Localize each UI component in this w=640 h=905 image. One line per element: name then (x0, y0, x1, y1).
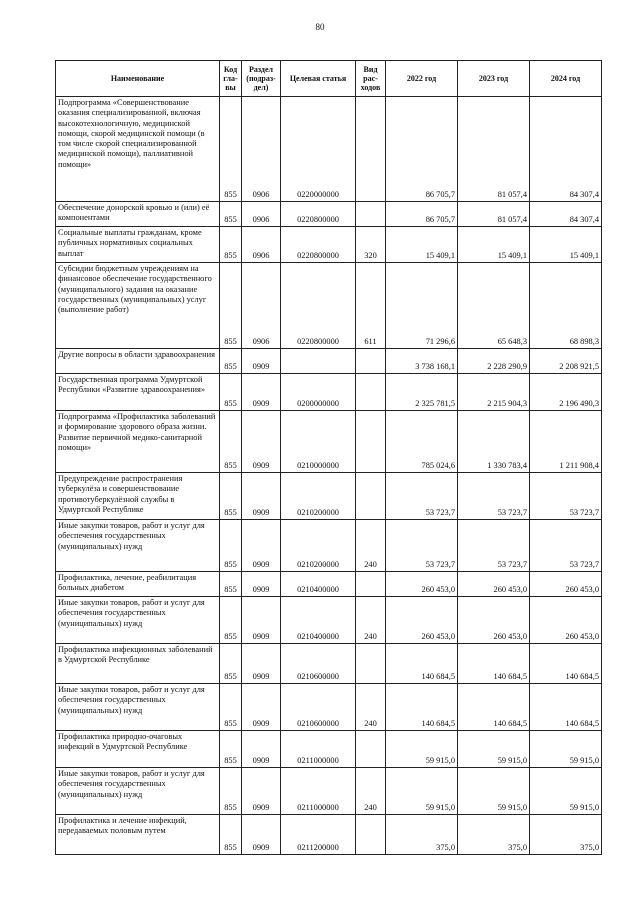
row-name: Профилактика и лечение инфекций, передаваемых половым путем (56, 815, 220, 855)
table-row (56, 411, 602, 473)
row-type (356, 473, 386, 520)
table-row (56, 731, 602, 768)
table-row (56, 473, 602, 520)
row-2023: 59 915,0 (458, 731, 530, 768)
row-type: 240 (356, 597, 386, 644)
row-section: 0909 (242, 684, 281, 731)
row-name: Подпрограмма «Совершенствование оказания специализированной, включая высокотехнологичную, медицинской помощи, скорой медицинской помощи (в том числе скорой специализированной медицинской помощи), паллиативной помощи» (56, 97, 220, 202)
row-type: 320 (356, 227, 386, 263)
row-2023: 15 409,1 (458, 227, 530, 263)
row-2024: 1 211 908,4 (530, 411, 602, 473)
row-2022: 15 409,1 (386, 227, 458, 263)
row-name: Иные закупки товаров, работ и услуг для обеспечения государственных (муниципальных) нужд (56, 597, 220, 644)
row-target: 0211200000 (281, 815, 356, 855)
table-row (56, 815, 602, 855)
row-2022: 53 723,7 (386, 520, 458, 572)
row-2023: 81 057,4 (458, 202, 530, 227)
row-target: 0210400000 (281, 572, 356, 597)
table-row (56, 227, 602, 263)
header-target: Целевая статья (281, 61, 356, 97)
row-name: Иные закупки товаров, работ и услуг для обеспечения государственных (муниципальных) нужд (56, 520, 220, 572)
row-2022: 2 325 781,5 (386, 374, 458, 411)
row-type: 240 (356, 520, 386, 572)
header-row (56, 61, 602, 97)
row-2022: 3 738 168,1 (386, 349, 458, 374)
table-row (56, 520, 602, 572)
row-2022: 375,0 (386, 815, 458, 855)
row-name: Другие вопросы в области здравоохранения (56, 349, 220, 374)
row-2022: 71 296,6 (386, 263, 458, 349)
row-target: 0200000000 (281, 374, 356, 411)
table-row (56, 768, 602, 815)
row-2023: 140 684,5 (458, 644, 530, 684)
row-section: 0909 (242, 572, 281, 597)
row-type: 611 (356, 263, 386, 349)
row-2024: 15 409,1 (530, 227, 602, 263)
row-target: 0220800000 (281, 263, 356, 349)
row-2024: 84 307,4 (530, 202, 602, 227)
row-name: Подпрограмма «Профилактика заболеваний и формирование здорового образа жизни. Развитие первичной медико-санитарной помощи» (56, 411, 220, 473)
row-2024: 140 684,5 (530, 644, 602, 684)
row-name: Иные закупки товаров, работ и услуг для обеспечения государственных (муниципальных) нужд (56, 768, 220, 815)
row-target: 0220800000 (281, 227, 356, 263)
row-name: Профилактика инфекционных заболеваний в Удмуртской Республике (56, 644, 220, 684)
row-type (356, 644, 386, 684)
row-type (356, 815, 386, 855)
row-target: 0210600000 (281, 644, 356, 684)
row-type (356, 572, 386, 597)
row-target: 0210200000 (281, 473, 356, 520)
row-code: 855 (220, 597, 242, 644)
row-code: 855 (220, 473, 242, 520)
row-section: 0909 (242, 349, 281, 374)
row-2022: 86 705,7 (386, 97, 458, 202)
row-name: Предупреждение распространения туберкулёза и совершенствование противотуберкулёзной службы в Удмуртской Республике (56, 473, 220, 520)
row-code: 855 (220, 374, 242, 411)
row-section: 0909 (242, 731, 281, 768)
row-2023: 2 228 290,9 (458, 349, 530, 374)
table-row (56, 97, 602, 202)
budget-table (55, 60, 602, 855)
table-row (56, 684, 602, 731)
row-2023: 140 684,5 (458, 684, 530, 731)
row-2023: 65 648,3 (458, 263, 530, 349)
row-code: 855 (220, 768, 242, 815)
row-2022: 53 723,7 (386, 473, 458, 520)
row-target (281, 349, 356, 374)
row-type (356, 202, 386, 227)
row-code: 855 (220, 815, 242, 855)
row-code: 855 (220, 644, 242, 684)
row-2024: 260 453,0 (530, 572, 602, 597)
row-section: 0909 (242, 411, 281, 473)
row-2023: 260 453,0 (458, 572, 530, 597)
row-target: 0210000000 (281, 411, 356, 473)
row-2022: 260 453,0 (386, 572, 458, 597)
row-code: 855 (220, 202, 242, 227)
row-type (356, 731, 386, 768)
row-name: Профилактика природно-очаговых инфекций в Удмуртской Республике (56, 731, 220, 768)
header-2024: 2024 год (530, 61, 602, 97)
row-2022: 86 705,7 (386, 202, 458, 227)
row-code: 855 (220, 520, 242, 572)
row-code: 855 (220, 227, 242, 263)
row-section: 0906 (242, 227, 281, 263)
row-target: 0210600000 (281, 684, 356, 731)
row-code: 855 (220, 263, 242, 349)
row-2022: 59 915,0 (386, 731, 458, 768)
row-2022: 785 024,6 (386, 411, 458, 473)
row-code: 855 (220, 97, 242, 202)
table-row (56, 349, 602, 374)
row-2024: 2 208 921,5 (530, 349, 602, 374)
row-2023: 2 215 904,3 (458, 374, 530, 411)
row-2024: 2 196 490,3 (530, 374, 602, 411)
row-2023: 375,0 (458, 815, 530, 855)
row-2024: 59 915,0 (530, 731, 602, 768)
table-row (56, 572, 602, 597)
row-code: 855 (220, 572, 242, 597)
page-number: 80 (315, 22, 325, 32)
row-2024: 84 307,4 (530, 97, 602, 202)
header-section: Раздел (подраз- дел) (242, 61, 281, 97)
row-2023: 59 915,0 (458, 768, 530, 815)
row-section: 0906 (242, 263, 281, 349)
row-2022: 59 915,0 (386, 768, 458, 815)
row-target: 0220800000 (281, 202, 356, 227)
row-name: Иные закупки товаров, работ и услуг для обеспечения государственных (муниципальных) нужд (56, 684, 220, 731)
row-section: 0909 (242, 644, 281, 684)
header-2022: 2022 год (386, 61, 458, 97)
row-section: 0909 (242, 520, 281, 572)
row-2023: 81 057,4 (458, 97, 530, 202)
table-row (56, 597, 602, 644)
header-name: Наименование (56, 61, 220, 97)
row-target: 0220000000 (281, 97, 356, 202)
table-row (56, 263, 602, 349)
header-code: Код гла- вы (220, 61, 242, 97)
row-type (356, 349, 386, 374)
row-2022: 140 684,5 (386, 684, 458, 731)
row-section: 0909 (242, 473, 281, 520)
row-2022: 260 453,0 (386, 597, 458, 644)
table-row (56, 644, 602, 684)
row-type: 240 (356, 684, 386, 731)
row-section: 0909 (242, 374, 281, 411)
row-target: 0211000000 (281, 768, 356, 815)
row-name: Субсидии бюджетным учреждениям на финансовое обеспечение государственного (муниципального) задания на оказание государственных (муниципальных) услуг (выполнение работ) (56, 263, 220, 349)
row-2023: 53 723,7 (458, 520, 530, 572)
row-2023: 53 723,7 (458, 473, 530, 520)
row-name: Профилактика, лечение, реабилитация больных диабетом (56, 572, 220, 597)
row-target: 0210200000 (281, 520, 356, 572)
table-row (56, 202, 602, 227)
row-type (356, 411, 386, 473)
row-section: 0909 (242, 597, 281, 644)
row-section: 0909 (242, 815, 281, 855)
row-2023: 260 453,0 (458, 597, 530, 644)
row-2023: 1 330 783,4 (458, 411, 530, 473)
row-2024: 260 453,0 (530, 597, 602, 644)
row-target: 0210400000 (281, 597, 356, 644)
row-type (356, 97, 386, 202)
row-2022: 140 684,5 (386, 644, 458, 684)
row-2024: 53 723,7 (530, 520, 602, 572)
row-2024: 68 898,3 (530, 263, 602, 349)
row-code: 855 (220, 731, 242, 768)
row-name: Социальные выплаты гражданам, кроме публичных нормативных социальных выплат (56, 227, 220, 263)
row-code: 855 (220, 684, 242, 731)
row-section: 0909 (242, 768, 281, 815)
row-name: Государственная программа Удмуртской Республики «Развитие здравоохранения» (56, 374, 220, 411)
row-name: Обеспечение донорской кровью и (или) её компонентами (56, 202, 220, 227)
row-2024: 140 684,5 (530, 684, 602, 731)
row-type (356, 374, 386, 411)
row-type: 240 (356, 768, 386, 815)
row-2024: 53 723,7 (530, 473, 602, 520)
table-row (56, 374, 602, 411)
row-section: 0906 (242, 97, 281, 202)
row-section: 0906 (242, 202, 281, 227)
row-code: 855 (220, 349, 242, 374)
row-code: 855 (220, 411, 242, 473)
row-2024: 59 915,0 (530, 768, 602, 815)
header-type: Вид рас- ходов (356, 61, 386, 97)
row-target: 0211000000 (281, 731, 356, 768)
header-2023: 2023 год (458, 61, 530, 97)
row-2024: 375,0 (530, 815, 602, 855)
